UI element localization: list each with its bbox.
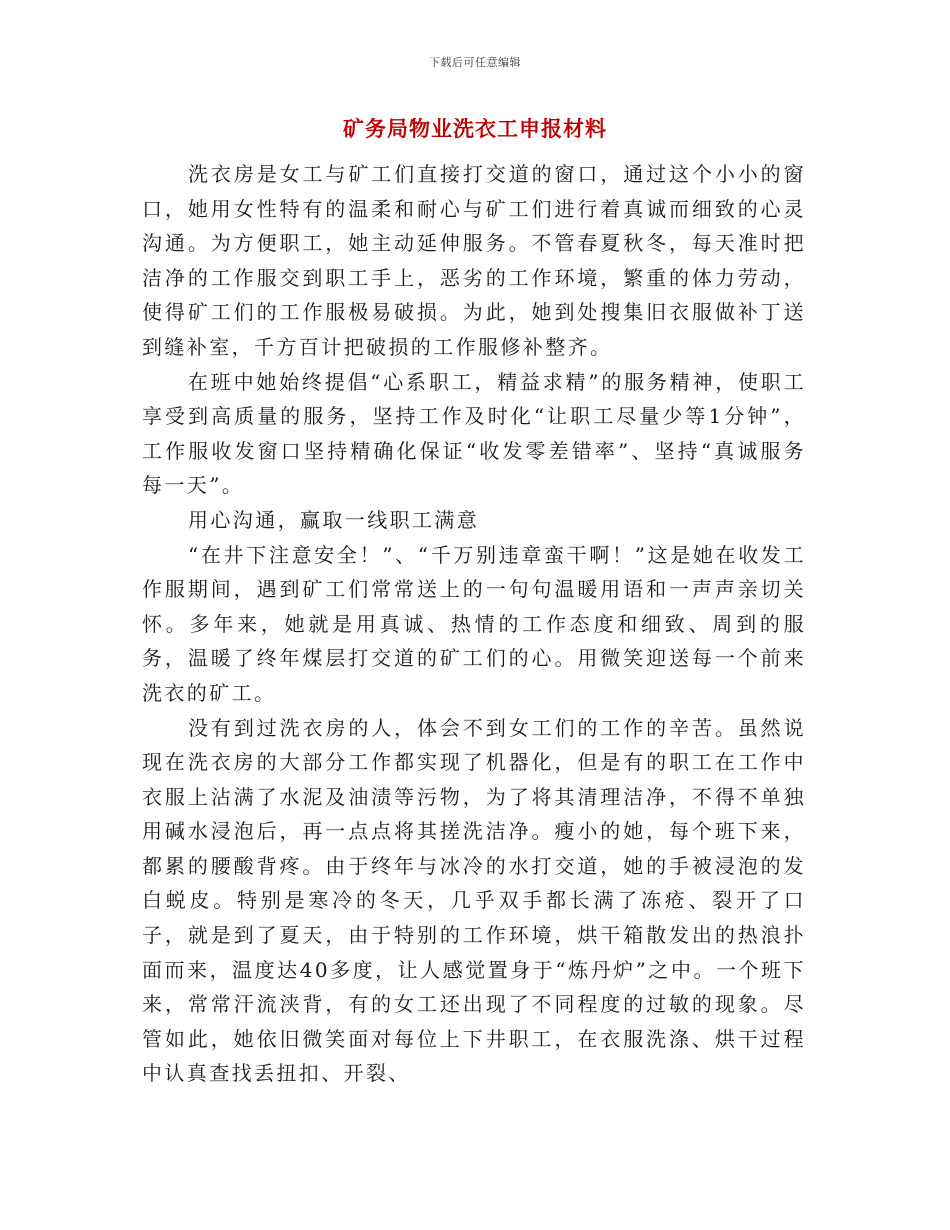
paragraph-4: 没有到过洗衣房的人，体会不到女工们的工作的辛苦。虽然说现在洗衣房的大部分工作都实现了机器化，但是有的职工在工作中衣服上沾满了水泥及油渍等污物，为了将其清理洁净，不得不单独用碱水浸泡后，再一点点将其搓洗洁净。瘦小的她，每个班下来，都累的腰酸背疼。由于终年与冰冷的水打交道，她的手被浸泡的发白蜕皮。特别是寒冷的冬天，几乎双手都长满了冻疮、裂开了口子，就是到了夏天，由于特别的工作环境，烘干箱散发出的热浪扑面而来，温度达40多度，让人感觉置身于“炼丹炉”之中。一个班下来，常常汗流浃背，有的女工还出现了不同程度的过敏的现象。尽管如此，她依旧微笑面对每位上下井职工，在衣服洗涤、烘干过程中认真查找丢扭扣、开裂、 (142, 715, 806, 1086)
document-body (142, 157, 806, 1091)
paragraph-2: 在班中她始终提倡“心系职工，精益求精”的服务精神，使职工享受到高质量的服务，坚持工作及时化“让职工尽量少等1分钟”，工作服收发窗口坚持精确化保证“收发零差错率”、坚持“真诚服务每一天”。 (142, 369, 806, 498)
section-heading: 用心沟通，赢取一线职工满意 (188, 507, 480, 532)
paragraph-1: 洗衣房是女工与矿工们直接打交道的窗口，通过这个小小的窗口，她用女性特有的温柔和耐心与矿工们进行着真诚而细致的心灵沟通。为方便职工，她主动延伸服务。不管春夏秋冬，每天准时把洁净的工作服交到职工手上，恶劣的工作环境，繁重的体力劳动，使得矿工们的工作服极易破损。为此，她到处搜集旧衣服做补丁送到缝补室，千方百计把破损的工作服修补整齐。 (142, 162, 806, 359)
document-title: 矿务局物业洗衣工申报材料 (343, 116, 607, 141)
paragraph-3: “在井下注意安全！”、“千万别违章蛮干啊！”这是她在收发工作服期间，遇到矿工们常常送上的一句句温暖用语和一声声亲切关怀。多年来，她就是用真诚、热情的工作态度和细致、周到的服务，温暖了终年煤层打交道的矿工们的心。用微笑迎送每一个前来洗衣的矿工。 (142, 542, 806, 705)
header-note: 下载后可任意编辑 (429, 56, 521, 69)
